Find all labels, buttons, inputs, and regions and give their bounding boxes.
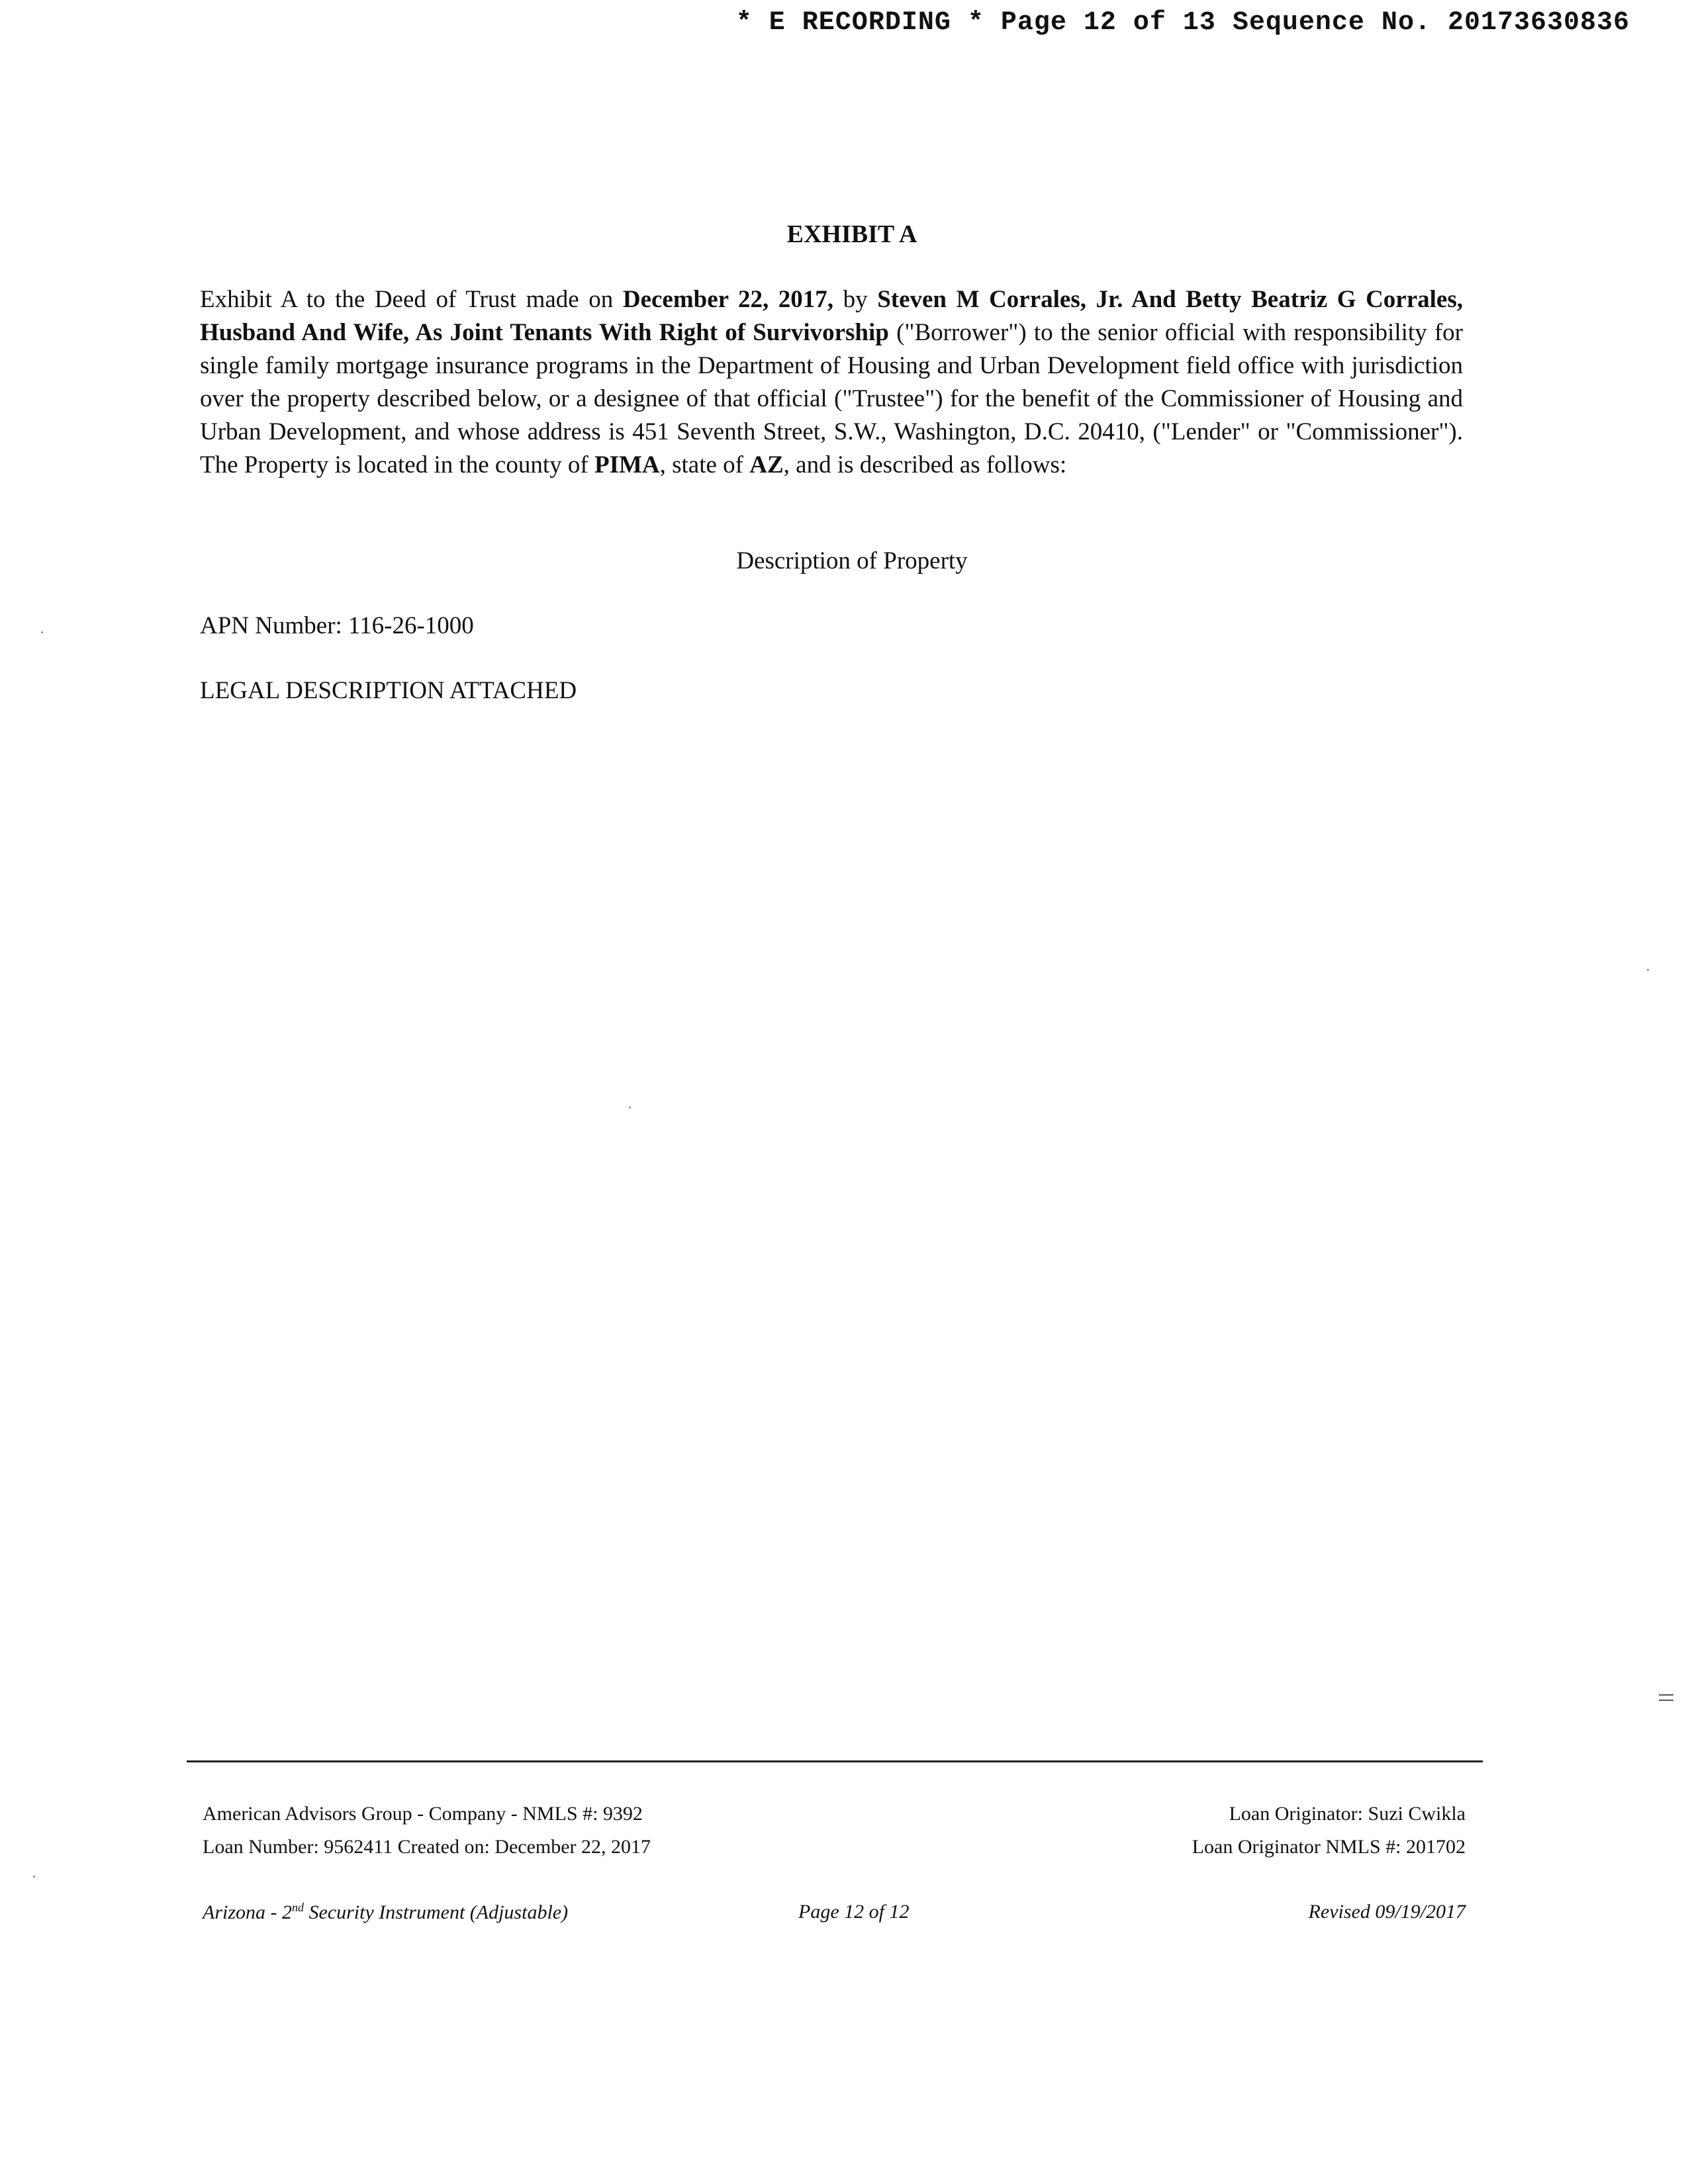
form-name-sup: nd (292, 1901, 304, 1914)
scan-speck (33, 1876, 35, 1878)
footer-form-name (203, 1901, 568, 1924)
form-name-post: Security Instrument (Adjustable) (304, 1901, 569, 1923)
scan-edge-mark (1659, 1694, 1673, 1701)
body-text-5: , and is described as follows: (783, 451, 1067, 478)
exhibit-title: EXHIBIT A (786, 220, 917, 248)
recording-header: * E RECORDING * Page 12 of 13 Sequence No. 20173630836 (735, 8, 1630, 38)
body-text-4: , state of (659, 451, 750, 478)
footer-company: American Advisors Group - Company - NMLS #: 9392 (203, 1803, 643, 1825)
footer-revised: Revised 09/19/2017 (1308, 1901, 1466, 1923)
footer-row-1 (203, 1803, 1466, 1825)
body-text-1: Exhibit A to the Deed of Trust made on (200, 286, 623, 313)
scan-speck (1647, 969, 1649, 971)
scan-speck (41, 631, 43, 633)
borrower-names: Steven M Corrales, Jr. And Betty Beatriz G Corrales, Husband And Wife, As Joint Tenants With Right of Survivorship (200, 286, 1464, 346)
footer-row-2 (203, 1836, 1466, 1858)
legal-description-note: LEGAL DESCRIPTION ATTACHED (200, 677, 577, 704)
description-heading: Description of Property (736, 547, 968, 574)
scan-speck (629, 1107, 631, 1109)
body-text-2: by (833, 286, 878, 313)
deed-date: December 22, 2017, (622, 286, 834, 313)
state-name: AZ (749, 451, 784, 478)
apn-number: APN Number: 116-26-1000 (200, 612, 474, 639)
body-text-3: ("Borrower") to the senior official with responsibility for single family mortgage insurance programs in the Department of Housing and Urban Development field office with jurisdiction over the property described below, or a designee of that official ("Trustee") for the benefit of the Commissioner of Housing and Urban Development, and whose address is 451 Seventh Street, S.W., Washington, D.C. 20410, ("Lender" or "Commissioner"). The Property is located in the county of (200, 319, 1464, 478)
footer-page-label: Page 12 of 12 (798, 1901, 910, 1923)
footer-row-3 (203, 1901, 1466, 1924)
form-name-pre: Arizona - 2 (203, 1901, 292, 1923)
footer-rule (187, 1760, 1483, 1762)
county-name: PIMA (594, 451, 660, 478)
footer-originator-nmls: Loan Originator NMLS #: 201702 (1192, 1836, 1466, 1858)
footer-loan-originator: Loan Originator: Suzi Cwikla (1229, 1803, 1466, 1825)
body-paragraph (200, 283, 1463, 482)
footer-loan-number: Loan Number: 9562411 Created on: December 22, 2017 (203, 1836, 651, 1858)
